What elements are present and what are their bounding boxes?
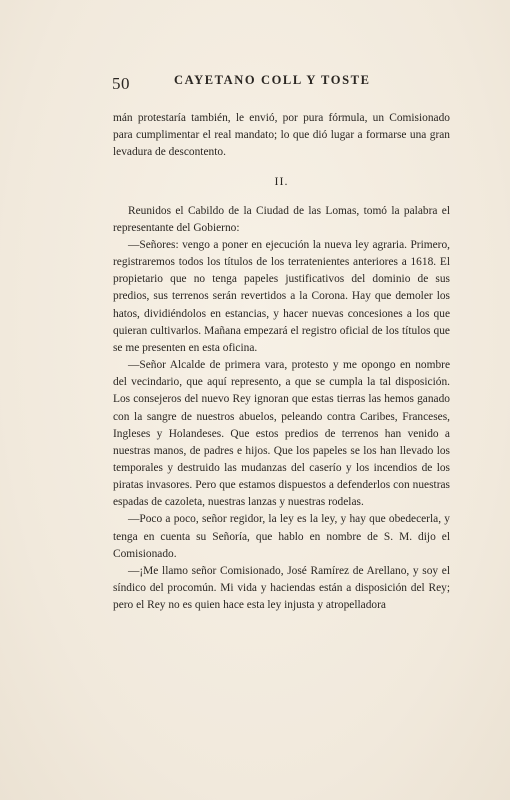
paragraph-6: —¡Me llamo señor Comisionado, José Ramírez de Arellano, y soy el síndico del procomún. Mi vida y haciendas están a disposición del Rey; pero el Rey no es quien hace esta ley injusta y atropelladora bbox=[113, 564, 450, 612]
page-number: 50 bbox=[112, 74, 130, 93]
paragraph-5: —Poco a poco, señor regidor, la ley es la ley, y hay que obedecerla, y tenga en cuenta su Señoría, que hablo en nombre de S. M. dijo el Comisionado. bbox=[113, 513, 450, 560]
paragraph-4: —Señor Alcalde de primera vara, protesto y me opongo en nombre del vecindario, que aquí represento, a que se cumpla la tal disposición. Los consejeros del nuevo Rey ignoran que estas tierras las hemos ganado con la sangre de nuestros abuelos, peleando contra Caribes, Franceses, Ingleses y Holandeses. Que estos predios de terrenos han venido a nuestras manos, de padres e hijos. Que los papeles se los han llevado los temporales y destruido las mudanzas del caserío y los incendios de los piratas invasores. Pero que estamos dispuestos a defenderlos con nuestras espadas de cazoleta, nuestras lanzas y nuestras rodelas. bbox=[113, 359, 450, 509]
paragraph-3: —Señores: vengo a poner en ejecución la nueva ley agraria. Primero, registraremos todos los títulos de los terratenientes anteriores a 1618. El propietario que no tenga papeles justificativos del dominio de sus predios, sus terrenos serán revertidos a la Corona. Hay que demoler los hatos, dividiéndolos en estancias, y hacer nuevas concesiones a los que quieran cultivarlos. Mañana empezará el registro oficial de los títulos que se me presenten en esta oficina. bbox=[113, 238, 450, 354]
section-heading: II. bbox=[274, 174, 289, 189]
paragraph-1: mán protestaría también, le envió, por pura fórmula, un Comisionado para cumplimentar el real mandato; lo que dió lugar a formarse una gran levadura de descontento. bbox=[113, 112, 450, 159]
page-header bbox=[112, 68, 452, 92]
paragraph-2: Reunidos el Cabildo de la Ciudad de las Lomas, tomó la palabra el representante del Gobierno: bbox=[113, 204, 450, 234]
body-text bbox=[113, 110, 450, 614]
running-head: CAYETANO COLL Y TOSTE bbox=[174, 73, 371, 87]
